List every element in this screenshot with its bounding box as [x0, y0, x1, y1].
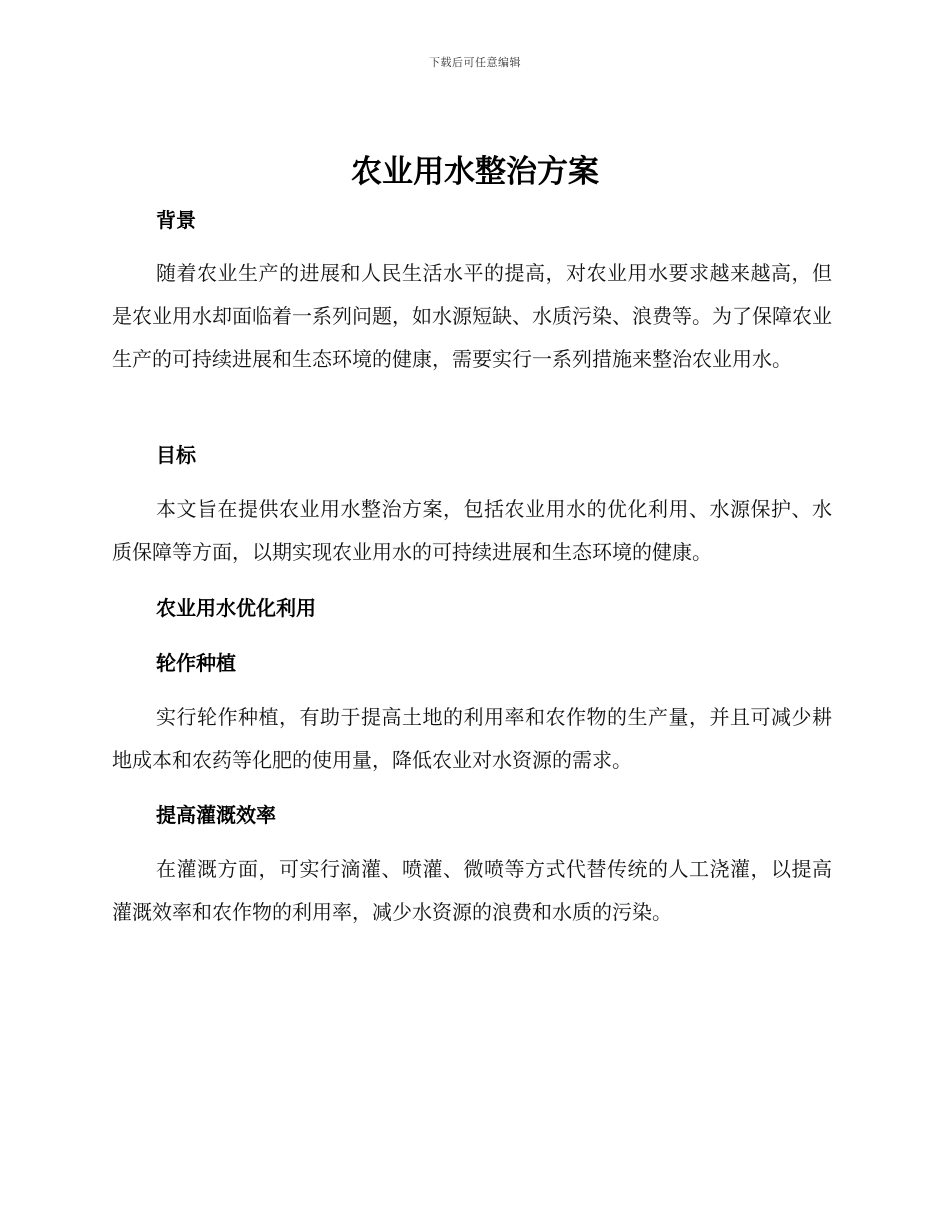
- section-heading-goal: 目标: [156, 443, 196, 467]
- section-paragraph-background: 随着农业生产的进展和人民生活水平的提高，对农业用水要求越来越高，但是农业用水却面临着一系列问题，如水源短缺、水质污染、浪费等。为了保障农业生产的可持续进展和生态环境的健康，需要实行一系列措施来整治农业用水。: [112, 261, 832, 371]
- page-header: 下载后可任意编辑: [429, 56, 521, 69]
- section-paragraph-irrigation-efficiency: 在灌溉方面，可实行滴灌、喷灌、微喷等方式代替传统的人工浇灌，以提高灌溉效率和农作物的利用率，减少水资源的浪费和水质的污染。: [112, 857, 832, 924]
- section-paragraph-crop-rotation: 实行轮作种植，有助于提高土地的利用率和农作物的生产量，并且可减少耕地成本和农药等化肥的使用量，降低农业对水资源的需求。: [112, 705, 832, 772]
- section-heading-background: 背景: [156, 208, 196, 232]
- document-title: 农业用水整治方案: [351, 154, 599, 190]
- section-heading-crop-rotation: 轮作种植: [156, 651, 236, 675]
- section-heading-optimized-use: 农业用水优化利用: [156, 596, 316, 620]
- section-paragraph-goal: 本文旨在提供农业用水整治方案，包括农业用水的优化利用、水源保护、水质保障等方面，以期实现农业用水的可持续进展和生态环境的健康。: [112, 497, 832, 564]
- section-heading-irrigation-efficiency: 提高灌溉效率: [156, 803, 276, 827]
